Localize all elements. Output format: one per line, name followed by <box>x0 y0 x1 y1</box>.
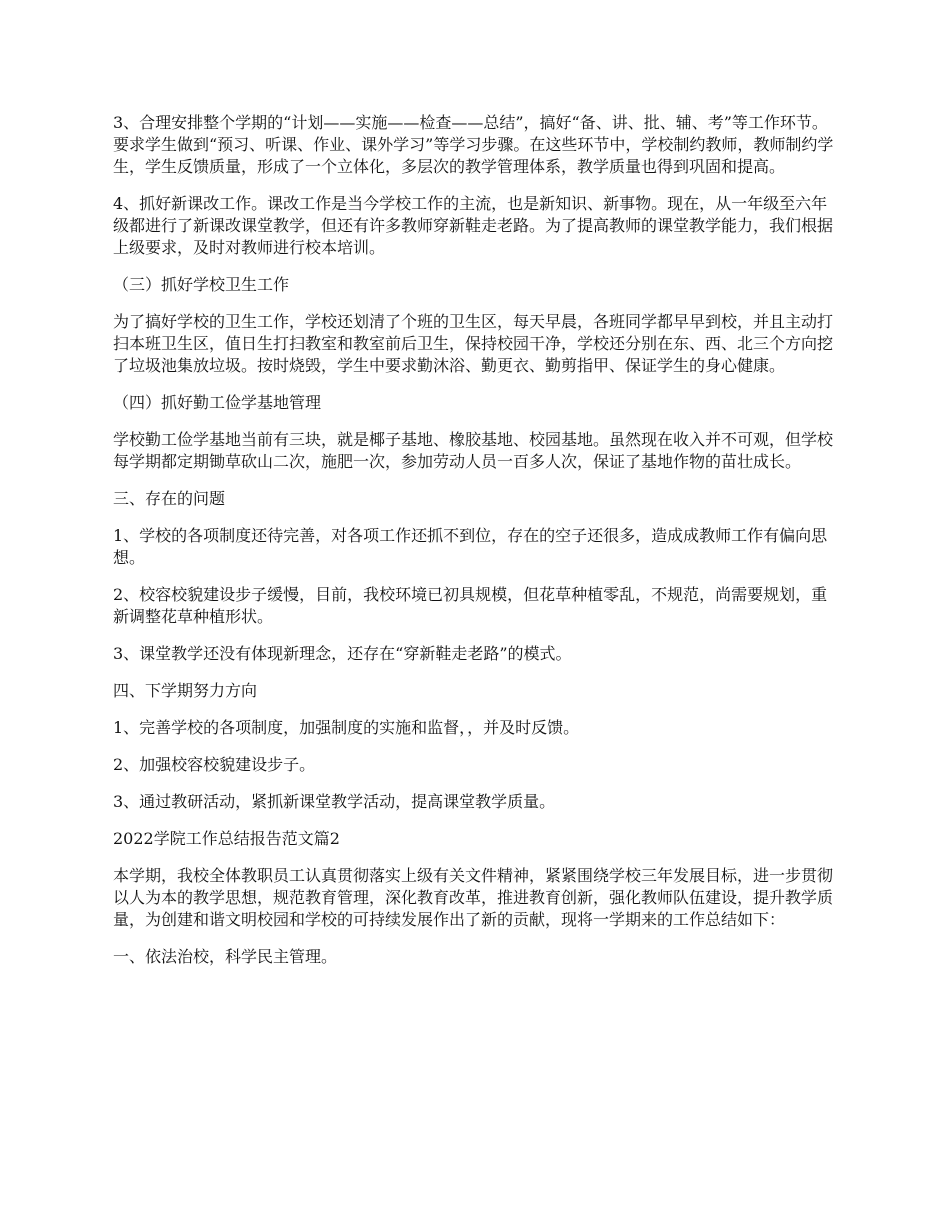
heading-hygiene-work: （三）抓好学校卫生工作 <box>113 275 290 294</box>
paragraph-4-curriculum-reform: 4、抓好新课改工作。课改工作是当今学校工作的主流，也是新知识、新事物。现在，从一年级至六年级都进行了新课改课堂教学，但还有许多教师穿新鞋走老路。为了提高教师的课堂教学能力，我们根据上级要求，及时对教师进行校本培训。 <box>113 194 834 257</box>
heading-article-2: 2022学院工作总结报告范文篇2 <box>113 829 340 848</box>
paragraph-problem-3: 3、课堂教学还没有体现新理念，还存在“穿新鞋走老路”的模式。 <box>113 644 572 663</box>
document-body <box>113 112 843 983</box>
paragraph-direction-1: 1、完善学校的各项制度，加强制度的实施和监督，，并及时反馈。 <box>113 718 580 737</box>
heading-rule-of-law: 一、依法治校，科学民主管理。 <box>113 947 338 966</box>
heading-existing-problems: 三、存在的问题 <box>113 489 226 508</box>
paragraph-direction-2: 2、加强校容校貌建设步子。 <box>113 755 316 774</box>
paragraph-problem-2: 2、校容校貌建设步子缓慢，目前，我校环境已初具规模，但花草种植零乱，不规范，尚需要规划，重新调整花草种植形状。 <box>113 585 828 626</box>
paragraph-article-2-intro: 本学期，我校全体教职员工认真贯彻落实上级有关文件精神，紧紧围绕学校三年发展目标，进一步贯彻以人为本的教学思想，规范教育管理，深化教育改革，推进教育创新，强化教师队伍建设，提升教学质量，为创建和谐文明校园和学校的可持续发展作出了新的贡献，现将一学期来的工作总结如下： <box>113 866 834 929</box>
paragraph-direction-3: 3、通过教研活动，紧抓新课堂教学活动，提高课堂教学质量。 <box>113 792 556 811</box>
paragraph-hygiene-work: 为了搞好学校的卫生工作，学校还划清了个班的卫生区，每天早晨，各班同学都早早到校，并且主动打扫本班卫生区，值日生打扫教室和教室前后卫生，保持校园干净，学校还分别在东、西、北三个方向挖了垃圾池集放垃圾。按时烧毁，学生中要求勤沐浴、勤更衣、勤剪指甲、保证学生的身心健康。 <box>113 312 834 375</box>
heading-next-term-direction: 四、下学期努力方向 <box>113 681 258 700</box>
paragraph-work-study-base: 学校勤工俭学基地当前有三块，就是椰子基地、橡胶基地、校园基地。虽然现在收入并不可观，但学校每学期都定期锄草砍山二次，施肥一次，参加劳动人员一百多人次，保证了基地作物的苗壮成长。 <box>113 430 834 471</box>
paragraph-3-plan-cycle: 3、合理安排整个学期的“计划——实施——检查——总结”，搞好“备、讲、批、辅、考”等工作环节。要求学生做到“预习、听课、作业、课外学习”等学习步骤。在这些环节中，学校制约教师，教师制约学生，学生反馈质量，形成了一个立体化，多层次的教学管理体系，教学质量也得到巩固和提高。 <box>113 113 834 176</box>
heading-work-study-base: （四）抓好勤工俭学基地管理 <box>113 393 322 412</box>
paragraph-problem-1: 1、学校的各项制度还待完善，对各项工作还抓不到位，存在的空子还很多，造成成教师工作有偏向思想。 <box>113 526 828 567</box>
